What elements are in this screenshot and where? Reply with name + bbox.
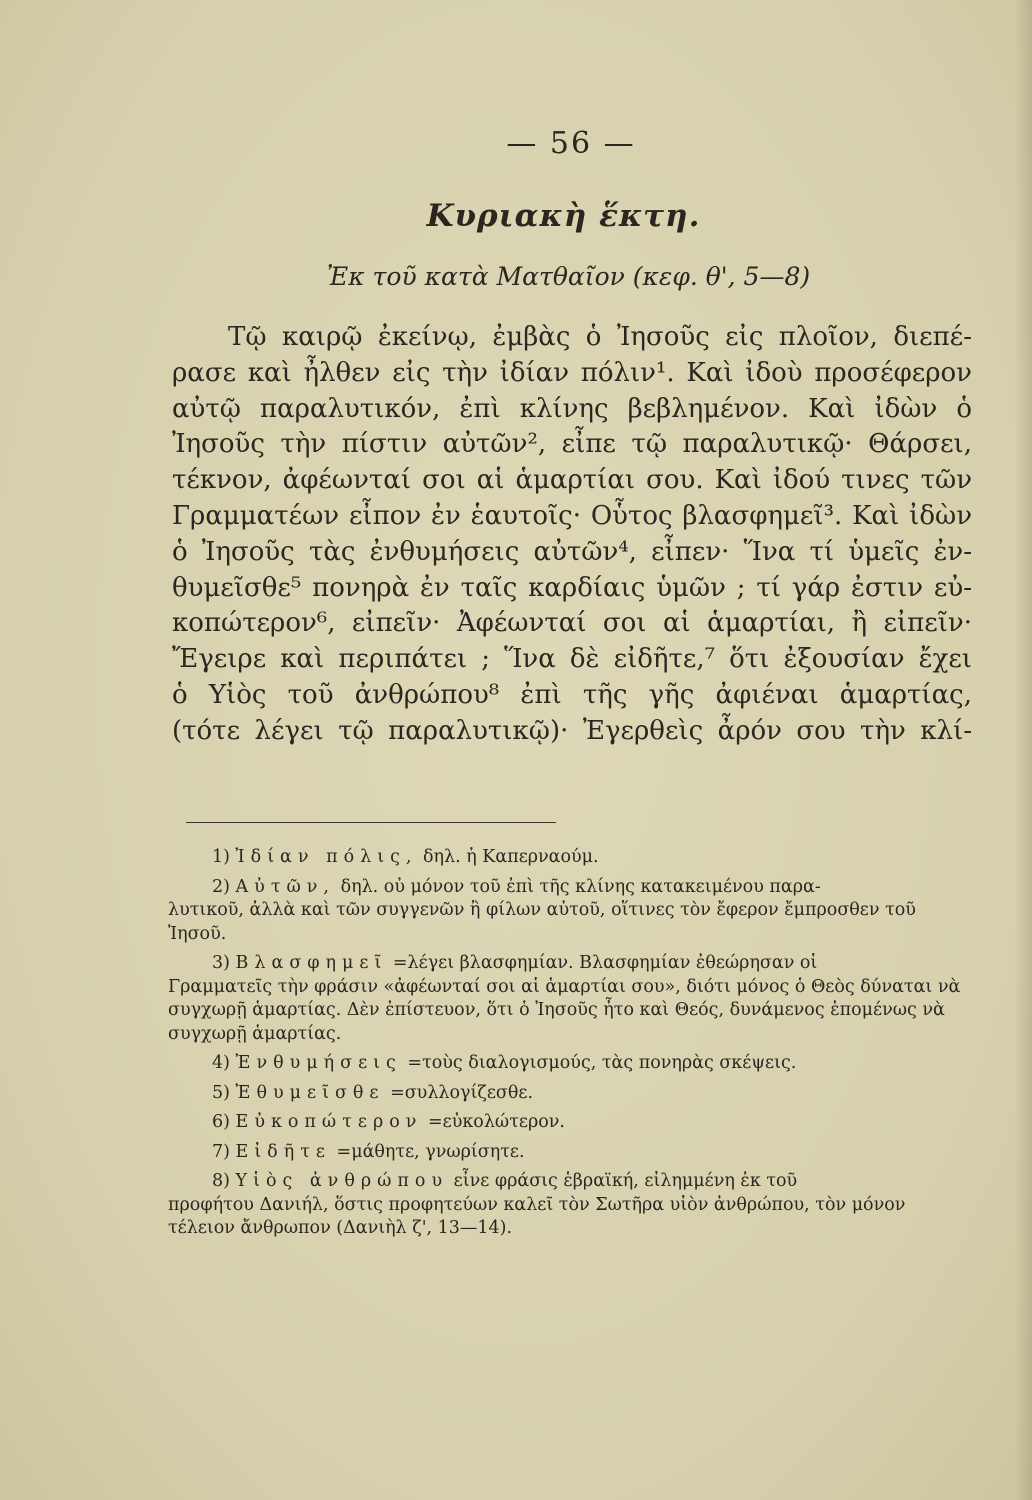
passage-line: Τῷ καιρῷ ἐκείνῳ, ἐμβὰς ὁ Ἰησοῦς εἰς πλοῖον, διεπέ- [228,322,972,352]
passage-line: ρασε καὶ ἦλθεν εἰς τὴν ἰδίαν πόλιν¹. Καὶ ἰδοὺ προσέφερον [172,357,972,388]
footnote-term: Ἰδίαν πόλις, [235,847,418,867]
passage-line: Ἔγειρε καὶ περιπάτει ; Ἵνα δὲ εἰδῆτε,⁷ ὅτι ἐξουσίαν ἔχει [172,644,972,675]
footnote-continuation: Γραμματεῖς τὴν φράσιν «ἀφέωνταί σοι αἱ ἁμαρτίαι σου», διότι μόνος ὁ Θεὸς δύναται νὰ συγχωρῇ ἁμαρτίας. Δὲν ἐπίστευον, ὅτι ὁ Ἰησοῦς ἦτο καὶ Θεός, δυνάμενος ἑπομένως νὰ συγχωρῇ ἁμαρτίας. [168,976,961,1044]
footnote-term: Εὐκοπώτερον [235,1112,423,1132]
passage-line: αὐτῷ παραλυτικόν, ἐπὶ κλίνης βεβλημένον. Καὶ ἰδὼν ὁ [172,393,972,424]
footnote-number: 7) [212,1141,230,1162]
page-title: Κυριακὴ ἕκτη. [426,198,701,234]
footnote-term: Υἱὸς ἀνθρώπου [235,1171,449,1191]
footnote-divider [186,822,556,823]
footnote [168,1170,968,1241]
footnote-number: 3) [212,953,230,973]
footnote-text: =τοὺς διαλογισμούς, τὰς πονηρὰς σκέψεις. [407,1053,797,1073]
passage-line: ὁ Ἰησοῦς τὰς ἐνθυμήσεις αὐτῶν⁴, εἶπεν· Ἵνα τί ὑμεῖς ἐν- [172,536,972,567]
gospel-passage [172,320,972,750]
footnote [168,876,968,947]
footnote-number: 2) [212,876,230,897]
footnote-text: εἶνε φράσις ἑβραϊκή, εἰλημμένη ἐκ τοῦ [453,1171,798,1191]
footnote [168,1082,968,1106]
footnote-text: =συλλογίζεσθε. [390,1082,534,1103]
passage-line: ὁ Υἱὸς τοῦ ἀνθρώπου⁸ ἐπὶ τῆς γῆς ἀφιέναι ἁμαρτίας, [172,679,972,710]
footnote-number: 8) [212,1171,230,1191]
footnote-term: Ἐθυμεῖσθε [235,1082,385,1103]
passage-line: Γραμματέων εἶπον ἐν ἑαυτοῖς· Οὗτος βλασφημεῖ³. Καὶ ἰδὼν [172,500,972,531]
footnote-number: 1) [212,847,230,867]
footnote [168,1141,968,1165]
passage-line: Ἰησοῦς τὴν πίστιν αὐτῶν², εἶπε τῷ παραλυτικῷ· Θάρσει, [172,429,972,460]
footnotes [168,846,968,1247]
footnote-text: δηλ. οὐ μόνον τοῦ ἐπὶ τῆς κλίνης κατακειμένου παρα- [340,876,821,897]
footnote-number: 5) [212,1082,230,1103]
footnote-term: Βλασφημεῖ [235,953,388,973]
footnote [168,952,968,1046]
passage-line: τέκνον, ἀφέωνταί σοι αἱ ἁμαρτίαι σου. Καὶ ἰδού τινες τῶν [172,465,972,496]
footnote-number: 6) [212,1112,230,1132]
footnote [168,846,968,870]
footnote-continuation: προφήτου Δανιήλ, ὅστις προφητεύων καλεῖ τὸν Σωτῆρα υἱὸν ἀνθρώπου, τὸν μόνον τέλειον ἄνθρωπον (Δανιὴλ ζ', 13—14). [168,1194,906,1238]
footnote-text: =μάθητε, γνωρίσητε. [336,1141,525,1162]
passage-line: κοπώτερον⁶, εἰπεῖν· Ἀφέωνταί σοι αἱ ἁμαρτίαι, ἢ εἰπεῖν· [172,608,972,639]
footnote-continuation: λυτικοῦ, ἀλλὰ καὶ τῶν συγγενῶν ἢ φίλων αὐτοῦ, οἵτινες τὸν ἔφερον ἔμπροσθεν τοῦ Ἰησοῦ. [168,900,916,944]
footnote-text: δηλ. ἡ Καπερναούμ. [423,847,599,867]
page-number: — 56 — [506,126,636,161]
footnote-term: Εἰδῆτε [235,1141,331,1162]
footnote-text: =λέγει βλασφημίαν. Βλασφημίαν ἐθεώρησαν οἱ [392,953,818,973]
page-subtitle: Ἐκ τοῦ κατὰ Ματθαῖον (κεφ. θ', 5—8) [326,262,811,291]
passage-line: θυμεῖσθε⁵ πονηρὰ ἐν ταῖς καρδίαις ὑμῶν ; τί γάρ ἐστιν εὐ- [172,572,972,603]
footnote-term: Ἐνθυμήσεις [235,1053,402,1073]
footnote-term: Αὐτῶν, [235,876,335,897]
footnote [168,1052,968,1076]
footnote [168,1111,968,1135]
footnote-text: =εὐκολώτερον. [428,1112,565,1132]
footnote-number: 4) [212,1053,230,1073]
passage-line: (τότε λέγει τῷ παραλυτικῷ)· Ἐγερθεὶς ἆρόν σου τὴν κλί- [172,715,972,746]
